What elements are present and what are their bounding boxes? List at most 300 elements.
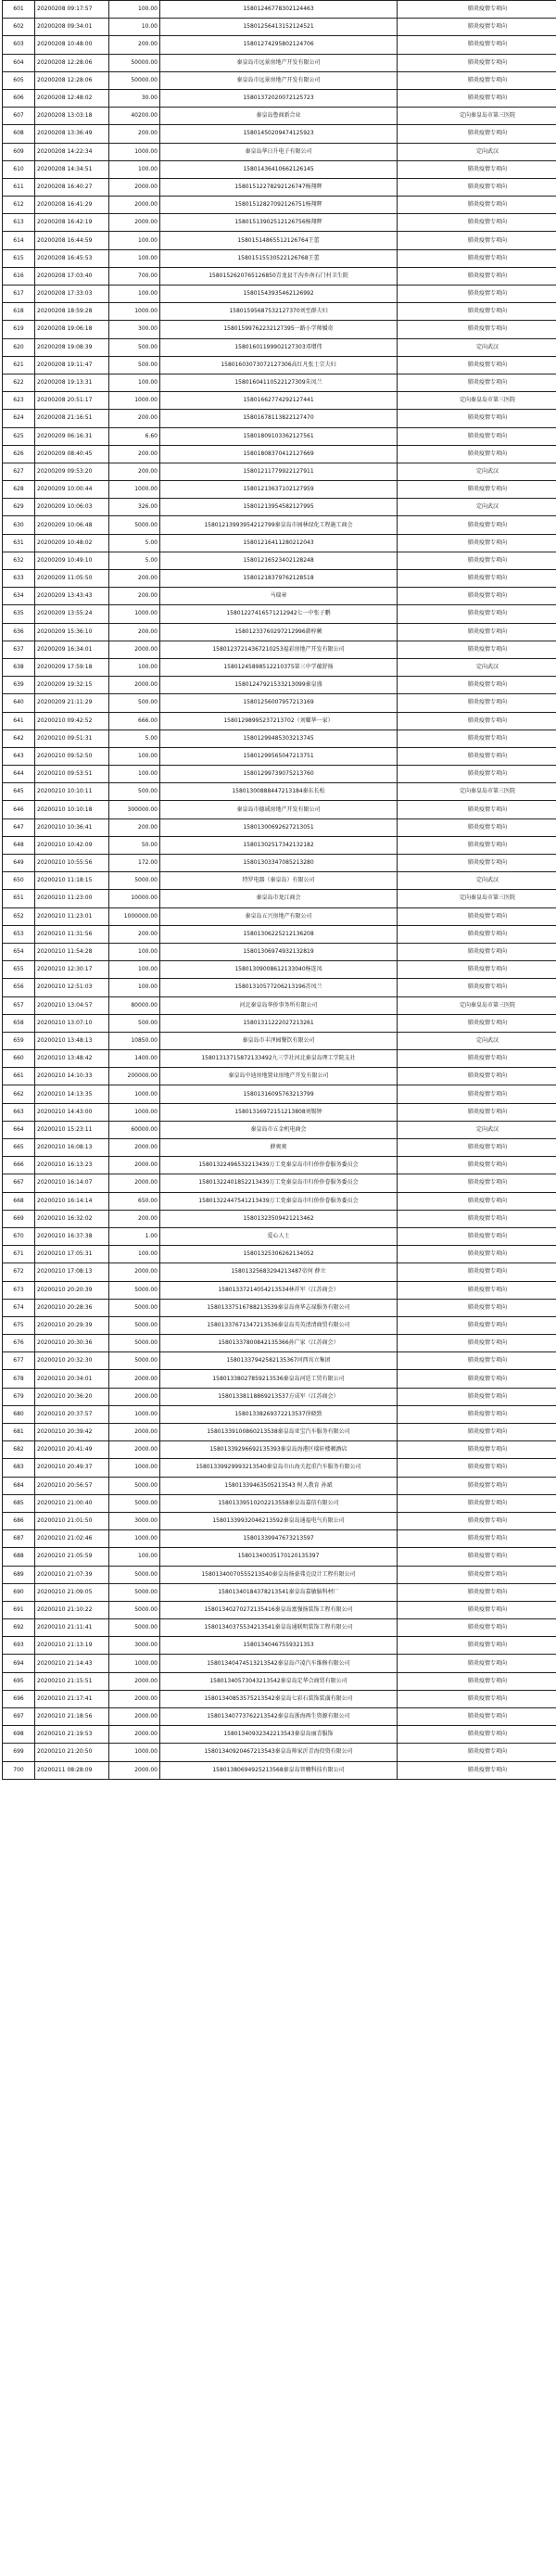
row-amount: 100.00 [109,961,160,979]
row-number: 610 [3,160,35,178]
table-row [3,1121,556,1138]
row-number: 682 [3,1441,35,1459]
row-amount: 2000.00 [109,1441,160,1459]
row-purpose: 定向秦皇岛市第三医院 [398,392,556,410]
row-donor: 15801337516788213539秦皇岛南华志禄服务有限公司 [160,1299,398,1316]
row-amount: 5000.00 [109,1494,160,1512]
row-amount: 300000.00 [109,801,160,818]
row-datetime: 20200210 16:14:07 [35,1174,109,1192]
row-number: 622 [3,374,35,391]
row-number: 620 [3,338,35,356]
row-datetime: 20200210 21:19:53 [35,1726,109,1744]
row-donor: 秦皇岛市远景房地产开发有限公司 [160,71,398,89]
row-purpose: 肺炎疫情专项向 [398,71,556,89]
row-number: 605 [3,71,35,89]
row-datetime: 20200210 09:42:52 [35,712,109,730]
table-row [3,36,556,54]
row-donor: 15801325306262134052 [160,1246,398,1263]
row-purpose: 肺炎疫情专项向 [398,445,556,463]
row-datetime: 20200210 20:36:20 [35,1388,109,1405]
row-purpose: 肺炎疫情专项向 [398,1263,556,1281]
table-row [3,1601,556,1618]
row-number: 678 [3,1370,35,1388]
row-amount: 10000.00 [109,890,160,907]
row-number: 691 [3,1601,35,1618]
row-purpose: 肺炎疫情专项向 [398,232,556,249]
row-number: 672 [3,1263,35,1281]
row-datetime: 20200210 21:01:50 [35,1512,109,1529]
ledger-body [3,1,556,1780]
row-donor: 15801302517342132182 [160,836,398,854]
row-purpose: 肺炎疫情专项向 [398,36,556,54]
row-datetime: 20200210 21:18:56 [35,1708,109,1726]
row-datetime: 20200208 10:48:00 [35,36,109,54]
table-row [3,1,556,19]
row-purpose: 定向武汉 [398,338,556,356]
row-purpose: 肺炎疫情专项向 [398,1566,556,1583]
table-row [3,1103,556,1121]
row-amount: 2000.00 [109,1157,160,1174]
table-row [3,1263,556,1281]
table-row [3,338,556,356]
row-number: 668 [3,1192,35,1210]
row-purpose: 肺炎疫情专项向 [398,1388,556,1405]
row-donor: 15801372020072125723 [160,89,398,107]
row-amount: 1000.00 [109,481,160,499]
row-purpose: 定向武汉 [398,1032,556,1049]
row-purpose: 肺炎疫情专项向 [398,1512,556,1529]
row-donor: 15801213637102127959 [160,481,398,499]
table-row [3,1032,556,1049]
table-row [3,1370,556,1388]
row-purpose: 肺炎疫情专项向 [398,836,556,854]
row-amount: 100.00 [109,1548,160,1566]
table-row [3,605,556,623]
row-amount: 2000.00 [109,677,160,694]
row-number: 665 [3,1139,35,1157]
row-purpose: 定向武汉 [398,143,556,160]
table-row [3,943,556,960]
row-amount: 500.00 [109,694,160,712]
row-number: 696 [3,1690,35,1707]
row-amount: 1000.00 [109,1085,160,1103]
row-purpose: 肺炎疫情专项向 [398,1655,556,1672]
row-amount: 700.00 [109,267,160,285]
row-donor: 15801322447541213439万工党秦皇岛市归侨侨眷服务委员会 [160,1192,398,1210]
row-purpose: 肺炎疫情专项向 [398,1530,556,1548]
row-donor: 15801337214054213534林祥军（江苏商会） [160,1281,398,1299]
row-datetime: 20200210 10:36:41 [35,818,109,836]
table-row [3,1246,556,1263]
row-donor: 15801323509421213462 [160,1210,398,1227]
row-number: 613 [3,214,35,232]
row-amount: 500.00 [109,356,160,374]
row-datetime: 20200208 13:36:49 [35,125,109,143]
row-donor: 15801303347085213280 [160,855,398,872]
row-datetime: 20200210 21:13:19 [35,1637,109,1655]
row-donor: 15801340932342213543秦皇岛丽青服饰 [160,1726,398,1744]
row-number: 606 [3,89,35,107]
row-donor: 15801512278292126747杨翔辉 [160,178,398,196]
row-datetime: 20200210 09:52:50 [35,747,109,765]
row-purpose: 肺炎疫情专项向 [398,321,556,338]
row-purpose: 肺炎疫情专项向 [398,552,556,569]
table-row [3,1441,556,1459]
row-purpose: 肺炎疫情专项向 [398,943,556,960]
row-donor: 15801337671347213536秦皇岛英英清清商贸有限公司 [160,1316,398,1334]
row-purpose: 肺炎疫情专项向 [398,818,556,836]
table-row [3,552,556,569]
row-number: 692 [3,1619,35,1637]
row-purpose: 肺炎疫情专项向 [398,712,556,730]
row-number: 656 [3,979,35,996]
row-amount: 2000.00 [109,1370,160,1388]
row-number: 674 [3,1299,35,1316]
table-row [3,1210,556,1227]
row-amount: 2000.00 [109,1424,160,1441]
row-number: 658 [3,1014,35,1032]
row-donor: 15801322401852213439万工党秦皇岛市归侨侨眷服务委员会 [160,1174,398,1192]
row-datetime: 20200210 21:10:22 [35,1601,109,1618]
row-donor: 15801340467559321353 [160,1637,398,1655]
row-amount: 1000.00 [109,303,160,321]
row-number: 686 [3,1512,35,1529]
row-number: 644 [3,766,35,783]
row-amount: 50000.00 [109,54,160,71]
row-amount: 100.00 [109,1,160,19]
row-datetime: 20200210 20:32:30 [35,1352,109,1370]
table-row [3,1281,556,1299]
row-number: 675 [3,1316,35,1334]
row-amount: 1.00 [109,1227,160,1245]
row-purpose: 肺炎疫情专项向 [398,747,556,765]
row-purpose: 肺炎疫情专项向 [398,160,556,178]
row-amount: 200.00 [109,570,160,588]
row-number: 633 [3,570,35,588]
table-row [3,1566,556,1583]
row-number: 673 [3,1281,35,1299]
row-donor: 15801339463505213543 树人教育 孙斌 [160,1477,398,1494]
row-donor: 15801316972151213808刘锡钟 [160,1103,398,1121]
row-amount: 2000.00 [109,1726,160,1744]
row-datetime: 20200208 16:44:59 [35,232,109,249]
row-number: 629 [3,499,35,516]
row-datetime: 20200209 10:06:03 [35,499,109,516]
row-donor: 15801245898512210375第三中学蕴舒扬 [160,658,398,676]
row-datetime: 20200209 10:48:02 [35,534,109,552]
row-datetime: 20200209 17:59:18 [35,658,109,676]
row-datetime: 20200210 09:53:51 [35,766,109,783]
row-amount: 1000.00 [109,1459,160,1477]
row-number: 666 [3,1157,35,1174]
row-donor: 秦皇岛市远景房地产开发有限公司 [160,54,398,71]
row-purpose: 肺炎疫情专项向 [398,801,556,818]
row-number: 624 [3,410,35,427]
row-datetime: 20200210 20:56:57 [35,1477,109,1494]
row-datetime: 20200209 11:05:50 [35,570,109,588]
table-row [3,836,556,854]
row-purpose: 肺炎疫情专项向 [398,1619,556,1637]
row-purpose: 肺炎疫情专项向 [398,1246,556,1263]
row-purpose: 肺炎疫情专项向 [398,907,556,925]
table-row [3,570,556,588]
row-purpose: 肺炎疫情专项向 [398,1726,556,1744]
row-purpose: 肺炎疫情专项向 [398,694,556,712]
row-purpose: 肺炎疫情专项向 [398,588,556,605]
row-number: 614 [3,232,35,249]
row-purpose: 定向秦皇岛市第三医院 [398,996,556,1014]
row-datetime: 20200210 12:30:17 [35,961,109,979]
row-number: 700 [3,1761,35,1779]
row-datetime: 20200210 11:23:01 [35,907,109,925]
row-purpose: 肺炎疫情专项向 [398,1424,556,1441]
row-datetime: 20200210 10:10:18 [35,801,109,818]
table-row [3,392,556,410]
table-row [3,1299,556,1316]
row-donor: 15801299565047213751 [160,747,398,765]
row-number: 640 [3,694,35,712]
row-purpose: 肺炎疫情专项向 [398,1068,556,1085]
row-donor: 15801450209474125923 [160,125,398,143]
row-datetime: 20200208 09:34:01 [35,19,109,36]
row-number: 677 [3,1352,35,1370]
table-row [3,694,556,712]
row-purpose: 肺炎疫情专项向 [398,197,556,214]
row-amount: 172.00 [109,855,160,872]
table-row [3,979,556,996]
row-donor: 15801338118869213537方成军（江苏商会） [160,1388,398,1405]
row-datetime: 20200209 15:36:10 [35,623,109,641]
table-row [3,1139,556,1157]
row-purpose: 肺炎疫情专项向 [398,1299,556,1316]
row-amount: 2000.00 [109,1263,160,1281]
row-number: 662 [3,1085,35,1103]
row-donor: 1580152620765126850青龙县干沟乡南石门村卫生院 [160,267,398,285]
row-donor: 河北秦皇岛华侨事务所有限公司 [160,996,398,1014]
table-row [3,1530,556,1548]
row-datetime: 20200210 20:49:37 [35,1459,109,1477]
table-row [3,445,556,463]
table-row [3,1014,556,1032]
row-purpose: 肺炎疫情专项向 [398,766,556,783]
row-purpose: 肺炎疫情专项向 [398,1014,556,1032]
row-amount: 5000.00 [109,1583,160,1601]
row-datetime: 20200208 16:45:53 [35,249,109,267]
row-amount: 100.00 [109,232,160,249]
row-amount: 300.00 [109,321,160,338]
row-number: 612 [3,197,35,214]
row-number: 643 [3,747,35,765]
row-purpose: 肺炎疫情专项向 [398,1050,556,1068]
row-datetime: 20200210 16:13:23 [35,1157,109,1174]
table-row [3,1424,556,1441]
row-purpose: 肺炎疫情专项向 [398,1744,556,1761]
row-purpose: 肺炎疫情专项向 [398,1370,556,1388]
row-datetime: 20200210 21:15:51 [35,1672,109,1690]
row-purpose: 肺炎疫情专项向 [398,374,556,391]
table-row [3,996,556,1014]
row-purpose: 肺炎疫情专项向 [398,1316,556,1334]
table-row [3,267,556,285]
row-purpose: 肺炎疫情专项向 [398,1690,556,1707]
row-donor: 秦皇岛华日升电子有限公司 [160,143,398,160]
row-number: 630 [3,516,35,534]
row-amount: 5000.00 [109,1619,160,1637]
row-donor: 15801595687532127370刘至群夫妇 [160,303,398,321]
table-row [3,1548,556,1566]
row-amount: 2000.00 [109,197,160,214]
row-amount: 500.00 [109,1014,160,1032]
row-datetime: 20200208 16:41:29 [35,197,109,214]
row-purpose: 肺炎疫情专项向 [398,961,556,979]
table-row [3,1583,556,1601]
row-purpose: 肺炎疫情专项向 [398,249,556,267]
row-datetime: 20200208 14:22:34 [35,143,109,160]
row-datetime: 20200210 16:14:14 [35,1192,109,1210]
row-number: 683 [3,1459,35,1477]
row-purpose: 肺炎疫情专项向 [398,286,556,303]
row-amount: 2000.00 [109,1388,160,1405]
row-datetime: 20200210 10:55:56 [35,855,109,872]
row-amount: 2000.00 [109,1139,160,1157]
row-purpose: 定向武汉 [398,872,556,890]
row-amount: 100.00 [109,1246,160,1263]
row-number: 632 [3,552,35,569]
row-amount: 1000.00 [109,1530,160,1548]
table-row [3,1726,556,1744]
row-donor: 15801237214367210253福彩房地产开发有限公司 [160,641,398,658]
row-purpose: 肺炎疫情专项向 [398,356,556,374]
row-donor: 15801256007957213169 [160,694,398,712]
row-donor: 15801311222027213261 [160,1014,398,1032]
table-row [3,890,556,907]
row-donor: 15801340070555213540秦皇岛扬豪弗克设计工程有限公司 [160,1566,398,1583]
row-donor: 15801603073072127306高红凡张士宗夫妇 [160,356,398,374]
row-amount: 500.00 [109,338,160,356]
row-amount: 10850.00 [109,1032,160,1049]
row-purpose: 肺炎疫情专项向 [398,677,556,694]
row-amount: 200.00 [109,125,160,143]
row-number: 601 [3,1,35,19]
row-number: 652 [3,907,35,925]
table-row [3,160,556,178]
row-number: 642 [3,730,35,747]
row-amount: 666.00 [109,712,160,730]
row-amount: 200.00 [109,445,160,463]
row-datetime: 20200209 10:06:48 [35,516,109,534]
row-amount: 1000.00 [109,1405,160,1423]
row-purpose: 肺炎疫情专项向 [398,855,556,872]
row-amount: 100.00 [109,658,160,676]
table-row [3,197,556,214]
row-donor: 15801340573043213542秦皇岛定华合商贸有限公司 [160,1672,398,1690]
row-purpose: 肺炎疫情专项向 [398,1157,556,1174]
table-row [3,712,556,730]
row-datetime: 20200210 21:02:46 [35,1530,109,1548]
row-amount: 2000.00 [109,1672,160,1690]
row-number: 653 [3,925,35,943]
table-row [3,1335,556,1352]
row-amount: 3000.00 [109,1512,160,1529]
row-number: 699 [3,1744,35,1761]
row-donor: 15801316095763213799 [160,1085,398,1103]
table-row [3,374,556,391]
row-amount: 1000.00 [109,605,160,623]
table-row [3,71,556,89]
row-donor: 15801340474513213542秦皇岛卢凌汽车维修有限公司 [160,1655,398,1672]
row-number: 685 [3,1494,35,1512]
row-datetime: 20200209 13:55:24 [35,605,109,623]
table-row [3,1459,556,1477]
row-amount: 1000.00 [109,392,160,410]
table-row [3,214,556,232]
table-row [3,1512,556,1529]
row-donor: 15801256413152124521 [160,19,398,36]
row-donor: 秦皇岛鲁商新合业 [160,108,398,125]
row-number: 664 [3,1121,35,1138]
row-datetime: 20200208 12:28:06 [35,54,109,71]
table-row [3,303,556,321]
row-purpose: 肺炎疫情专项向 [398,1335,556,1352]
row-number: 667 [3,1174,35,1192]
row-datetime: 20200210 21:07:39 [35,1566,109,1583]
row-purpose: 定向武汉 [398,658,556,676]
row-amount: 40200.00 [109,108,160,125]
row-amount: 1000.00 [109,1655,160,1672]
row-amount: 1000.00 [109,1744,160,1761]
table-row [3,1157,556,1174]
row-purpose: 肺炎疫情专项向 [398,125,556,143]
row-donor: 秦皇岛中迪房地置业房地产开发有限公司 [160,1068,398,1085]
row-purpose: 肺炎疫情专项向 [398,267,556,285]
row-number: 670 [3,1227,35,1245]
row-datetime: 20200210 13:48:13 [35,1032,109,1049]
row-amount: 200.00 [109,463,160,480]
row-datetime: 20200210 13:04:57 [35,996,109,1014]
row-purpose: 肺炎疫情专项向 [398,1227,556,1245]
row-amount: 5000.00 [109,516,160,534]
row-donor: 15801340035170120135397 [160,1548,398,1566]
row-donor: 15801227416571212942七一中张子鹏 [160,605,398,623]
row-number: 681 [3,1424,35,1441]
row-amount: 100.00 [109,286,160,303]
row-donor: 15801340184378213541秦皇岛嘉敏脑科材厂 [160,1583,398,1601]
table-row [3,232,556,249]
row-donor: 15801514865512126764王蕾 [160,232,398,249]
table-row [3,623,556,641]
row-datetime: 20200208 13:03:18 [35,108,109,125]
row-donor: 15801211779922127911 [160,463,398,480]
row-datetime: 20200210 10:42:09 [35,836,109,854]
row-amount: 2000.00 [109,1761,160,1779]
row-donor: 15801601199902127303邓增伟 [160,338,398,356]
row-number: 650 [3,872,35,890]
row-datetime: 20200210 20:29:39 [35,1316,109,1334]
row-donor: 15801213993954212799秦皇岛市园林绿化工程施工商会 [160,516,398,534]
row-purpose: 肺炎疫情专项向 [398,1210,556,1227]
row-donor: 15801218379762128518 [160,570,398,588]
table-row [3,286,556,303]
row-purpose: 肺炎疫情专项向 [398,730,556,747]
row-donor: 15801543935462126992 [160,286,398,303]
row-number: 641 [3,712,35,730]
row-datetime: 20200209 10:49:10 [35,552,109,569]
row-donor: 15801216523402128248 [160,552,398,569]
row-purpose: 定向秦皇岛市第三医院 [398,890,556,907]
row-datetime: 20200210 21:09:05 [35,1583,109,1601]
row-number: 649 [3,855,35,872]
row-donor: 15801340375534213541秦皇岛通联明装饰工程有限公司 [160,1619,398,1637]
